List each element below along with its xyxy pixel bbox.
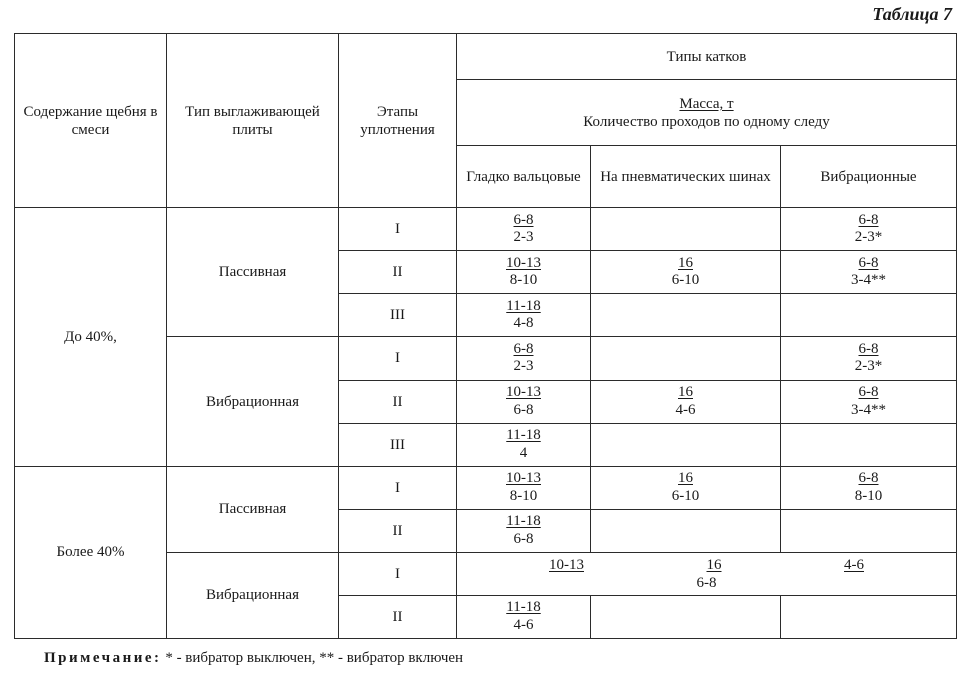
fraction-value [506, 255, 541, 290]
passes-value: 6-8 [513, 530, 534, 547]
stage-cell: I [339, 337, 457, 380]
smooth-cell [457, 294, 591, 337]
plate-cell: Пассивная [167, 208, 339, 337]
content-cell: До 40%, [15, 208, 167, 466]
passes-value: 4-8 [513, 315, 534, 332]
stage-cell: I [339, 466, 457, 509]
mass-value: 6-8 [858, 340, 879, 357]
mass-value: 6-8 [858, 383, 879, 400]
header-vibration: Вибрационные [781, 146, 957, 208]
fraction-value [514, 212, 534, 247]
stage-cell: I [339, 552, 457, 595]
pneumatic-cell [591, 509, 781, 552]
fraction-value [672, 470, 700, 505]
merged-cell [457, 552, 957, 595]
header-mass-line1: Масса, т [679, 95, 734, 112]
stage-cell: II [339, 595, 457, 638]
fraction-value [514, 341, 534, 376]
mass-value: 11-18 [506, 297, 541, 314]
passes-value: 3-4** [851, 272, 886, 289]
vibration-cell [781, 294, 957, 337]
smooth-cell [457, 509, 591, 552]
stage-cell: I [339, 208, 457, 251]
vibration-cell [781, 251, 957, 294]
vibration-cell [781, 423, 957, 466]
pneumatic-cell [591, 208, 781, 251]
pneumatic-cell [591, 595, 781, 638]
passes-value: 2-3* [854, 358, 883, 375]
passes-value: 2-3 [513, 358, 534, 375]
compaction-table [14, 33, 957, 639]
pneumatic-cell [591, 466, 781, 509]
fraction-value [851, 384, 886, 419]
fraction-value [506, 513, 540, 548]
pneumatic-cell [591, 423, 781, 466]
pneumatic-cell [591, 380, 781, 423]
fraction-value [506, 384, 541, 419]
smooth-cell [457, 337, 591, 380]
passes-value: 4 [519, 444, 528, 461]
fraction-value [506, 298, 540, 333]
header-mass [457, 80, 957, 146]
mass-value: 11-18 [506, 599, 541, 616]
table-row [15, 208, 957, 251]
mass-value: 11-18 [506, 426, 541, 443]
plate-cell: Вибрационная [167, 337, 339, 466]
fraction-value [672, 255, 700, 290]
header-content: Содержание щебня в смеси [15, 34, 167, 208]
fraction-value [506, 599, 540, 634]
vibration-cell [781, 337, 957, 380]
header-pneumatic: На пневматических шинах [591, 146, 781, 208]
footnote [44, 650, 463, 667]
content-cell: Более 40% [15, 466, 167, 638]
vibration-cell [781, 595, 957, 638]
passes-value: 8-10 [509, 272, 538, 289]
merged-mass-values [459, 556, 954, 574]
pneumatic-cell [591, 294, 781, 337]
mass-value: 10-13 [506, 469, 541, 486]
plate-cell: Пассивная [167, 466, 339, 552]
smooth-cell [457, 466, 591, 509]
fraction-value [855, 341, 883, 376]
footnote-text: * - вибратор выключен, ** - вибратор включен [161, 650, 464, 666]
mass-value: 11-18 [506, 513, 541, 530]
fraction-value [851, 255, 886, 290]
stage-cell: III [339, 294, 457, 337]
mass-value: 16 [706, 556, 722, 573]
smooth-cell [457, 208, 591, 251]
vibration-cell [781, 509, 957, 552]
mass-value: 16 [678, 383, 693, 400]
table-row [15, 466, 957, 509]
fraction-value [506, 427, 540, 462]
passes-value: 6-8 [513, 401, 534, 418]
table-caption: Таблица 7 [872, 4, 952, 24]
passes-value: 6-10 [671, 487, 700, 504]
pneumatic-cell [591, 337, 781, 380]
mass-value: 16 [678, 254, 693, 271]
fraction-value [855, 470, 883, 505]
header-stages: Этапы уплотнения [339, 34, 457, 208]
passes-value: 6-10 [671, 272, 700, 289]
header-plate: Тип выглаживающей плиты [167, 34, 339, 208]
fraction-value [676, 384, 696, 419]
stage-cell: II [339, 251, 457, 294]
pneumatic-cell [591, 251, 781, 294]
passes-value: 2-3 [513, 229, 534, 246]
smooth-cell [457, 595, 591, 638]
smooth-cell [457, 380, 591, 423]
vibration-cell [781, 466, 957, 509]
mass-value: 6-8 [858, 254, 879, 271]
footnote-label: Примечание: [44, 650, 162, 666]
passes-value: 3-4** [851, 401, 886, 418]
smooth-cell [457, 423, 591, 466]
header-roller-types: Типы катков [457, 34, 957, 80]
plate-cell: Вибрационная [167, 552, 339, 638]
header-mass-line2: Количество проходов по одному следу [583, 113, 830, 130]
passes-value: 2-3* [854, 229, 883, 246]
stage-cell: II [339, 509, 457, 552]
mass-value: 6-8 [513, 211, 534, 228]
mass-value: 4-6 [844, 556, 864, 573]
passes-value: 4-6 [513, 616, 534, 633]
mass-value: 10-13 [506, 383, 541, 400]
passes-value: 4-6 [675, 401, 696, 418]
mass-value: 6-8 [513, 340, 534, 357]
mass-value: 16 [678, 469, 693, 486]
mass-value: 10-13 [549, 556, 584, 573]
stage-cell: II [339, 380, 457, 423]
vibration-cell [781, 380, 957, 423]
stage-cell: III [339, 423, 457, 466]
fraction-value [506, 470, 541, 505]
passes-value: 8-10 [509, 487, 538, 504]
vibration-cell [781, 208, 957, 251]
mass-value: 6-8 [858, 469, 879, 486]
smooth-cell [457, 251, 591, 294]
passes-value: 6-8 [696, 574, 717, 591]
mass-value: 6-8 [858, 211, 879, 228]
fraction-value [855, 212, 883, 247]
passes-value: 8-10 [854, 487, 883, 504]
header-smooth: Гладко вальцовые [457, 146, 591, 208]
mass-value: 10-13 [506, 254, 541, 271]
